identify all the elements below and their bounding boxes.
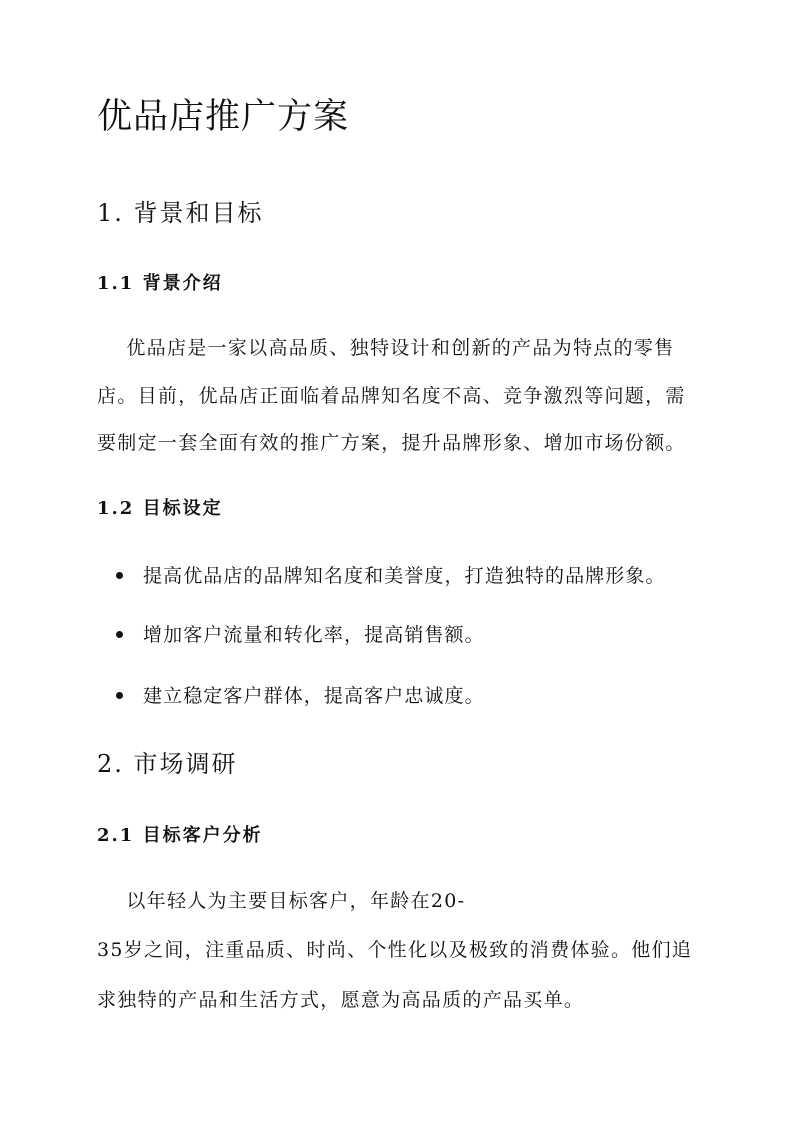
paragraph-line: 以年轻人为主要目标客户，年龄在20- xyxy=(97,890,466,912)
bullet-list-item xyxy=(116,561,666,591)
bullet-text: 建立稳定客户群体，提高客户忠诚度。 xyxy=(143,685,485,707)
paragraph-line: 店。目前，优品店正面临着品牌知名度不高、竞争激烈等问题，需 xyxy=(97,385,686,407)
bullet-list-item xyxy=(116,681,485,711)
paragraph-line: 要制定一套全面有效的推广方案，提升品牌形象、增加市场份额。 xyxy=(97,432,686,454)
paragraph-line: 求独特的产品和生活方式，愿意为高品质的产品买单。 xyxy=(97,989,585,1011)
subsection-heading-background-intro: 1.1 背景介绍 xyxy=(97,273,223,294)
subsection-heading-goal-setting: 1.2 目标设定 xyxy=(97,498,223,519)
bullet-icon xyxy=(116,572,123,579)
bullet-list-item xyxy=(116,620,485,650)
paragraph-line: 优品店是一家以高品质、独特设计和创新的产品为特点的零售 xyxy=(97,337,675,359)
bullet-icon xyxy=(116,631,123,638)
section-heading-background-goals: 1. 背景和目标 xyxy=(97,199,264,227)
bullet-icon xyxy=(116,692,123,699)
paragraph-line: 35岁之间，注重品质、时尚、个性化以及极致的消费体验。他们追 xyxy=(97,939,693,961)
bullet-text: 增加客户流量和转化率，提高销售额。 xyxy=(143,624,485,646)
bullet-text: 提高优品店的品牌知名度和美誉度，打造独特的品牌形象。 xyxy=(143,565,666,587)
document-title: 优品店推广方案 xyxy=(97,97,350,137)
section-heading-market-research: 2. 市场调研 xyxy=(97,750,238,778)
subsection-heading-target-customer: 2.1 目标客户分析 xyxy=(97,825,263,846)
